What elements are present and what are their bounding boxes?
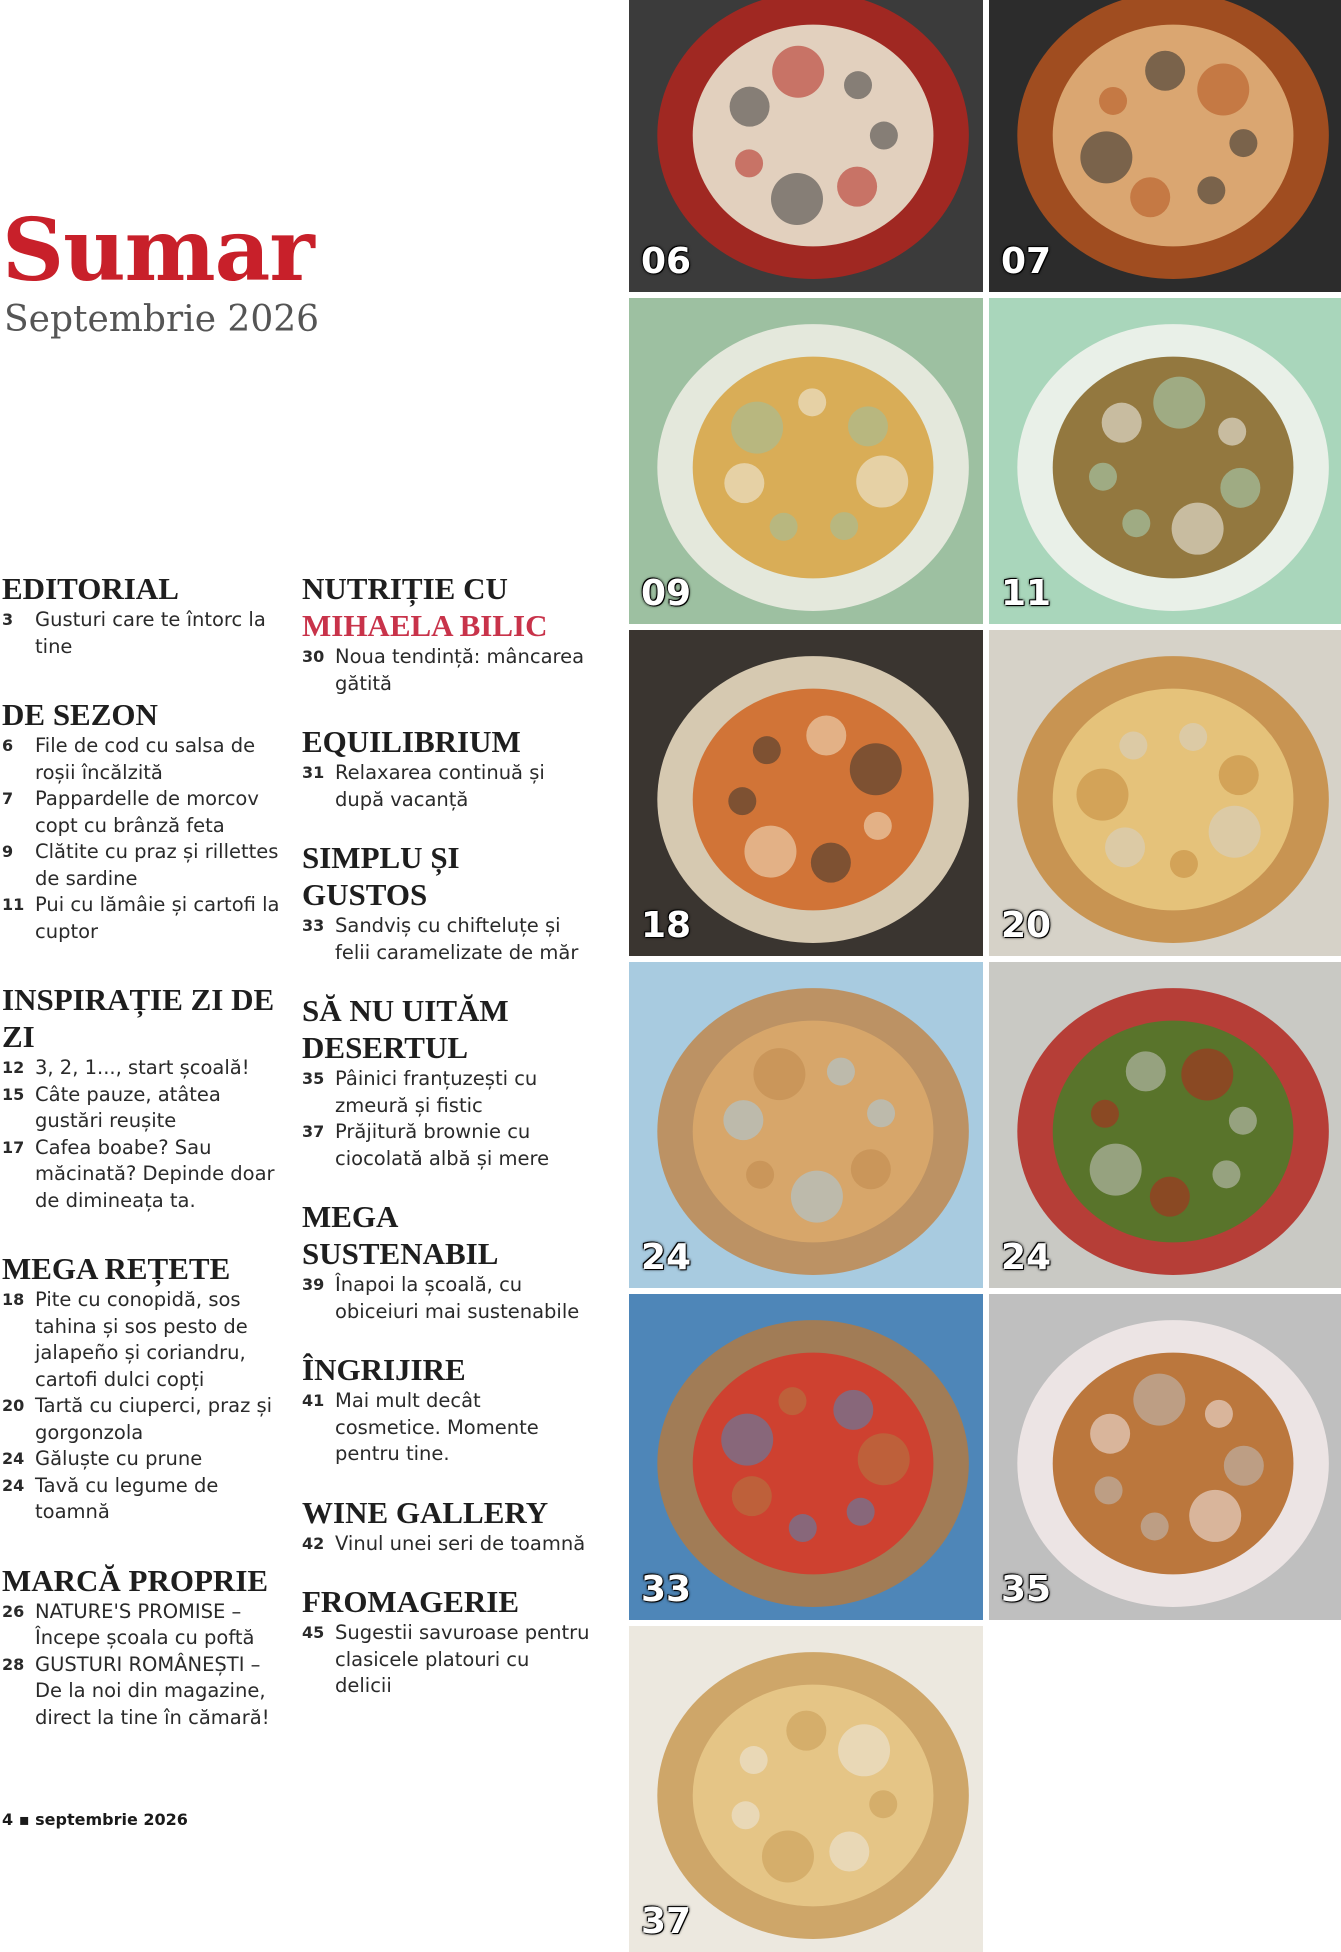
thumbnail-page-label: 24: [1001, 1237, 1052, 1278]
toc-entry[interactable]: [2, 1135, 292, 1215]
thumbnail-cauliflower-pitas[interactable]: [629, 630, 983, 956]
entry-page-number: 31: [302, 763, 325, 782]
section-title: [302, 570, 592, 644]
toc-entry[interactable]: [302, 1388, 592, 1468]
toc-entry[interactable]: [2, 607, 292, 660]
toc-entry[interactable]: [2, 1082, 292, 1135]
entry-title: 3, 2, 1..., start școală!: [35, 1056, 250, 1079]
toc-section: [2, 570, 292, 660]
toc-entry[interactable]: [302, 1119, 592, 1172]
page-subtitle: Septembrie 2026: [4, 299, 320, 340]
toc-section: [2, 981, 292, 1214]
toc-entry[interactable]: [2, 1393, 292, 1446]
section-title: [2, 1250, 292, 1287]
section-title-text: EDITORIAL: [2, 571, 179, 606]
toc-left-column: [2, 570, 292, 1731]
section-title: [302, 839, 592, 913]
thumbnail-cod-fillets-pan[interactable]: [629, 0, 983, 292]
entry-title: Câte pauze, atâtea gustări reușite: [35, 1082, 221, 1132]
toc-entry[interactable]: [2, 839, 292, 892]
section-title: [302, 1583, 592, 1620]
entry-title: Noua tendință: mâncarea gătită: [335, 645, 585, 695]
thumbnail-carrot-pappardelle-tray[interactable]: [989, 0, 1341, 292]
toc-entry[interactable]: [302, 913, 592, 966]
section-title: [302, 1351, 592, 1388]
section-title-text: MEGA REȚETE: [2, 1251, 231, 1286]
thumbnail-page-label: 35: [1001, 1569, 1052, 1610]
entry-page-number: 37: [302, 1122, 325, 1141]
entry-title: Gusturi care te întorc la tine: [35, 608, 266, 658]
section-title: [2, 570, 292, 607]
entry-title: Tavă cu legume de toamnă: [35, 1473, 219, 1523]
thumbnail-page-label: 33: [641, 1569, 692, 1610]
entry-title: NATURE'S PROMISE – Începe școala cu poftă: [35, 1599, 255, 1649]
section-title-text: DE SEZON: [2, 697, 158, 732]
section-title-text: MEGA SUSTENABIL: [302, 1199, 499, 1271]
thumbnail-page-label: 07: [1001, 241, 1052, 282]
entry-title: GUSTURI ROMÂNEȘTI – De la noi din magazine, direct la tine în cămară!: [35, 1652, 270, 1729]
toc-section: [302, 839, 592, 966]
entry-title: Vinul unei seri de toamnă: [335, 1531, 586, 1555]
entry-title: Prăjitură brownie cu ciocolată albă și mere: [335, 1120, 550, 1170]
toc-section: [2, 1562, 292, 1732]
footer-issue: septembrie 2026: [35, 1810, 188, 1829]
page-footer: [2, 1810, 188, 1829]
entry-title: Pite cu conopidă, sos tahina și sos pesto de jalapeño și coriandru, cartofi dulci copți: [35, 1288, 248, 1391]
entry-page-number: 3: [2, 610, 14, 629]
thumbnail-page-label: 06: [641, 241, 692, 282]
entry-page-number: 24: [2, 1475, 25, 1495]
section-title: [302, 1494, 592, 1531]
section-title-text: MARCĂ PROPRIE: [2, 1562, 269, 1598]
thumbnail-mushroom-tart[interactable]: [989, 630, 1341, 956]
toc-section: [302, 1583, 592, 1700]
toc-entry[interactable]: [302, 760, 592, 813]
toc-section: [2, 1250, 292, 1526]
entry-page-number: 7: [2, 789, 14, 808]
entry-title: Cafea boabe? Sau măcinată? Depinde doar de dimineața ta.: [35, 1135, 275, 1212]
entry-page-number: 9: [2, 842, 14, 861]
thumbnail-meatball-sandwich[interactable]: [629, 1294, 983, 1620]
thumbnail-page-label: 09: [641, 573, 692, 614]
entry-page-number: 11: [2, 895, 25, 914]
section-title-text: WINE GALLERY: [302, 1494, 549, 1530]
toc-entry[interactable]: [302, 1066, 592, 1119]
thumbnail-page-label: 37: [641, 1901, 692, 1942]
toc-entry[interactable]: [2, 733, 292, 786]
entry-page-number: 41: [302, 1391, 325, 1410]
page-title: Sumar: [2, 200, 314, 301]
toc-entry[interactable]: [2, 786, 292, 839]
entry-title: File de cod cu salsa de roșii încălzită: [35, 734, 256, 784]
entry-title: Sugestii savuroase pentru clasicele platouri cu delicii: [335, 1621, 590, 1697]
entry-title: Clătite cu praz și rillettes de sardine: [35, 840, 279, 890]
entry-page-number: 24: [2, 1449, 25, 1468]
thumbnail-page-label: 20: [1001, 905, 1052, 946]
section-title-accent: MIHAELA BILIC: [302, 608, 548, 643]
toc-entry[interactable]: [2, 1446, 292, 1473]
toc-entry[interactable]: [2, 892, 292, 945]
toc-entry[interactable]: [302, 1531, 592, 1558]
entry-page-number: 6: [2, 736, 14, 755]
entry-page-number: 20: [2, 1396, 25, 1415]
section-title-text: FROMAGERIE: [302, 1584, 519, 1619]
section-title: [302, 1198, 592, 1272]
toc-entry[interactable]: [302, 1272, 592, 1325]
thumbnail-page-label: 24: [641, 1237, 692, 1278]
entry-page-number: 39: [302, 1275, 325, 1294]
entry-page-number: 18: [2, 1290, 25, 1309]
section-title: [2, 696, 292, 733]
thumbnail-french-toast-raspberries[interactable]: [989, 1294, 1341, 1620]
footer-separator: ▪: [18, 1810, 36, 1829]
entry-page-number: 35: [302, 1069, 325, 1088]
thumbnail-plum-dumplings[interactable]: [629, 962, 983, 1288]
entry-page-number: 30: [302, 647, 325, 666]
thumbnail-page-label: 18: [641, 905, 692, 946]
toc-section: [302, 1198, 592, 1325]
entry-title: Pui cu lămâie și cartofi la cuptor: [35, 893, 280, 943]
entry-page-number: 28: [2, 1654, 25, 1674]
entry-title: Înapoi la școală, cu obiceiuri mai sustenabile: [335, 1273, 580, 1323]
entry-title: Relaxarea continuă și după vacanță: [335, 761, 545, 811]
entry-page-number: 15: [2, 1084, 25, 1104]
toc-entry[interactable]: [2, 1055, 292, 1082]
thumbnail-leek-pancakes[interactable]: [629, 298, 983, 624]
entry-page-number: 45: [302, 1623, 325, 1642]
thumbnail-page-label: 11: [1001, 573, 1052, 614]
section-title-text: SĂ NU UITĂM DESERTUL: [302, 993, 509, 1065]
toc-entry[interactable]: [2, 1652, 292, 1732]
toc-entry[interactable]: [2, 1599, 292, 1652]
entry-title: Pappardelle de morcov copt cu brânză feta: [35, 787, 259, 837]
toc-entry[interactable]: [2, 1287, 292, 1393]
section-title: [2, 981, 292, 1055]
entry-title: Sandviș cu chifteluțe și felii caramelizate de măr: [335, 914, 579, 964]
section-title: [302, 992, 592, 1066]
entry-title: Găluște cu prune: [35, 1447, 203, 1470]
toc-entry[interactable]: [302, 1620, 592, 1700]
thumbnail-autumn-vegetables[interactable]: [989, 962, 1341, 1288]
toc-entry[interactable]: [2, 1473, 292, 1526]
thumbnail-blondie-squares[interactable]: [629, 1626, 983, 1952]
toc-section: [302, 992, 592, 1172]
entry-title: Mai mult decât cosmetice. Momente pentru tine.: [335, 1389, 539, 1465]
toc-right-column: [302, 570, 592, 1700]
toc-section: [302, 723, 592, 813]
section-title-text: EQUILIBRIUM: [302, 724, 521, 759]
footer-page-number: 4: [2, 1810, 14, 1829]
section-title-text: NUTRIȚIE CU: [302, 571, 508, 606]
entry-page-number: 12: [2, 1058, 25, 1077]
thumbnail-lemon-chicken-potatoes[interactable]: [989, 298, 1341, 624]
toc-section: [302, 1351, 592, 1468]
toc-entry[interactable]: [302, 644, 592, 697]
entry-title: Tartă cu ciuperci, praz și gorgonzola: [35, 1394, 273, 1444]
entry-page-number: 17: [2, 1137, 25, 1157]
entry-title: Pâinici franțuzești cu zmeură și fistic: [335, 1067, 538, 1117]
toc-section: [2, 696, 292, 945]
section-title-text: ÎNGRIJIRE: [302, 1352, 466, 1387]
section-title-text: SIMPLU ȘI GUSTOS: [302, 840, 460, 912]
section-title: [2, 1562, 292, 1599]
toc-section: [302, 1494, 592, 1558]
toc-section: [302, 570, 592, 697]
section-title: [302, 723, 592, 760]
entry-page-number: 42: [302, 1533, 325, 1553]
section-title-text: INSPIRAȚIE ZI DE ZI: [2, 982, 275, 1054]
entry-page-number: 26: [2, 1601, 25, 1621]
entry-page-number: 33: [302, 916, 325, 935]
